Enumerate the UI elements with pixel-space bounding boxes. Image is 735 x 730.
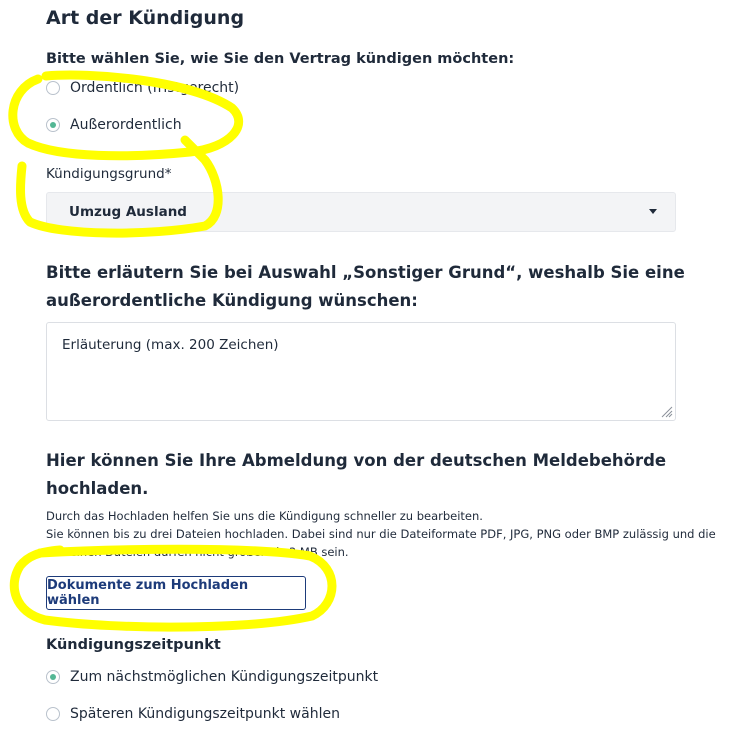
radio-later-date[interactable] — [46, 706, 340, 722]
section-title: Art der Kündigung — [46, 7, 245, 29]
reason-label: Kündigungsgrund* — [46, 166, 172, 182]
radio-next-possible[interactable] — [46, 669, 378, 685]
reason-selected-value: Umzug Ausland — [69, 204, 187, 220]
radio-button[interactable] — [46, 81, 60, 95]
explanation-heading — [46, 259, 685, 315]
radio-label: Zum nächstmöglichen Kündigungszeitpunkt — [70, 669, 379, 685]
explanation-placeholder: Erläuterung (max. 200 Zeichen) — [62, 337, 279, 353]
radio-ausserordentlich[interactable] — [46, 117, 182, 133]
radio-button[interactable] — [46, 707, 60, 721]
upload-heading-line2: hochladen. — [46, 479, 149, 498]
radio-ordentlich[interactable] — [46, 80, 239, 96]
explanation-heading-line2: außerordentliche Kündigung wünschen: — [46, 291, 418, 310]
reason-select[interactable] — [46, 192, 676, 232]
upload-info — [46, 507, 726, 561]
upload-info-line1: Durch das Hochladen helfen Sie uns die Kündigung schneller zu bearbeiten. — [46, 509, 483, 523]
explanation-heading-line1: Bitte erläutern Sie bei Auswahl „Sonstiger Grund“, weshalb Sie eine — [46, 263, 685, 282]
resize-handle-icon[interactable] — [659, 404, 673, 418]
upload-heading-line1: Hier können Sie Ihre Abmeldung von der deutschen Meldebehörde — [46, 451, 667, 470]
timing-label: Kündigungszeitpunkt — [46, 637, 221, 653]
upload-info-line2: Sie können bis zu drei Dateien hochladen. Dabei sind nur die Dateiformate PDF, JPG, PNG oder BMP zulässig und die — [46, 527, 716, 541]
radio-label: Ordentlich (fristgerecht) — [70, 80, 240, 96]
explanation-textarea[interactable] — [46, 322, 676, 421]
radio-button-checked[interactable] — [46, 118, 60, 132]
upload-heading — [46, 447, 706, 503]
radio-label: Außerordentlich — [70, 117, 182, 133]
upload-info-line3: einzelnen Dateien dürfen nicht größer als 3 MB sein. — [46, 545, 349, 559]
chevron-down-icon — [649, 209, 657, 214]
termination-type-question: Bitte wählen Sie, wie Sie den Vertrag kündigen möchten: — [46, 51, 515, 67]
radio-button-checked[interactable] — [46, 670, 60, 684]
upload-documents-button[interactable]: Dokumente zum Hochladen wählen — [46, 576, 306, 610]
radio-label: Späteren Kündigungszeitpunkt wählen — [70, 706, 340, 722]
